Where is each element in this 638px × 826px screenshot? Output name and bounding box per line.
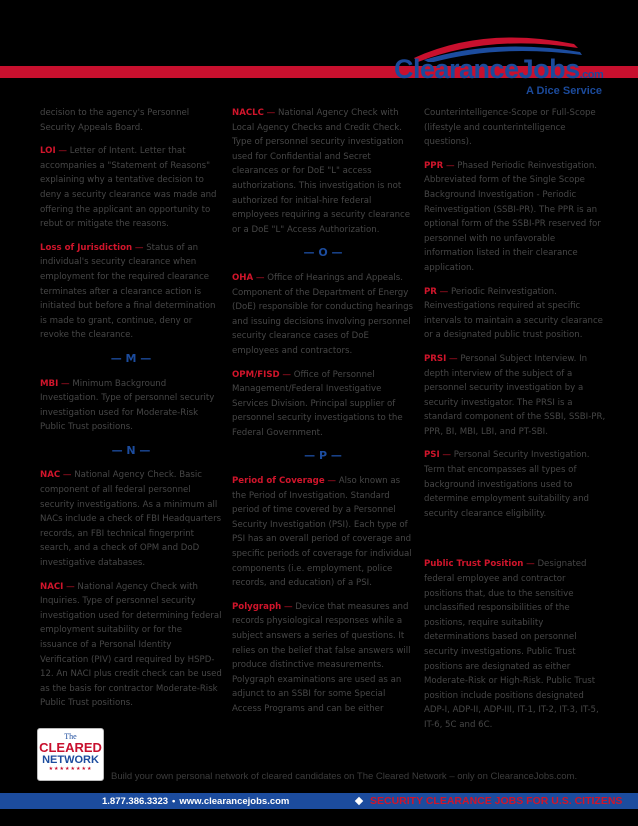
cleared-network-badge[interactable]	[37, 728, 104, 781]
glossary-column-2	[232, 106, 414, 726]
entry-mbi: MBI — Minimum Background Investigation. Type of personnel security investigation used for Moderate-Risk Public Trust positions.	[40, 378, 215, 433]
entry-loss-of-jurisdiction: Loss of Jurisdiction — Status of an individual's security clearance when employment for the required clearance terminates after a clearance action is initiated but before a final determination is made to grant, continue, deny or revoke the clearance.	[40, 242, 216, 341]
def-period-of-coverage: Also known as the Period of Investigation. Standard period of time covered by a Personnel Security Investigation (PSI). Each type of PSI has an overall period of coverage and specific periods of coverage for individual components (i.e. employment, police records, and education) of a PSI.	[232, 476, 412, 589]
def-ppr: Phased Periodic Reinvestigation. Abbreviated form of the Single Scope Background Investigation - Periodic Reinvestigation (SSBI-PR). The PPR is an optional form of the SSBI-PR reserved for personnel with no unfavorable information listed in their clearance application.	[424, 160, 601, 273]
section-heading-o: — O —	[303, 246, 343, 260]
term-nac: NAC	[40, 470, 61, 481]
footer-phone-number[interactable]: 1.877.386.3323	[102, 796, 169, 807]
term-oha: OHA	[232, 272, 254, 283]
section-heading-p: — P —	[304, 449, 342, 463]
entry-pr: PR — Periodic Reinvestigation. Reinvestigations required at specific intervals to maintain a security clearance or a designated public trust position.	[424, 286, 603, 341]
def-prsi: Personal Subject Interview. In depth interview of the subject of a personnel security investigation by a security investigator. The PRSI is a standard component of the SSBI, SSBI-PR, PPR, BI, MBI, LBI, and PT-SBI.	[424, 353, 606, 437]
entry-ppr: PPR — Phased Periodic Reinvestigation. Abbreviated form of the Single Scope Background Investigation - Periodic Reinvestigation (SSBI-PR). The PPR is an optional form of the SSBI-PR reserved for personnel with no unfavorable information listed in their clearance application.	[424, 160, 601, 273]
term-period-of-coverage: Period of Coverage	[232, 476, 325, 487]
term-polygraph: Polygraph	[232, 601, 282, 612]
footer-website-link[interactable]: www.clearancejobs.com	[179, 796, 290, 807]
entry-oha: OHA — Office of Hearings and Appeals. Component of the Department of Energy (DoE) responsible for conducting hearings and issuing decisions involving personnel security clearance cases of DoE employees and contractors.	[232, 272, 414, 356]
logo-wordmark: ClearanceJobs.com	[394, 54, 604, 84]
footer-slogan: SECURITY CLEARANCE JOBS FOR U.S. CITIZENS	[370, 795, 623, 807]
entry-prsi: PRSI — Personal Subject Interview. In depth interview of the subject of a personnel security investigation by a security investigator. The PRSI is a standard component of the SSBI, SSBI-PR, PPR, BI, MBI, LBI, and PT-SBI.	[424, 353, 606, 437]
badge-the: The	[64, 732, 77, 741]
def-loi: Letter of Intent. Letter that accompanies a "Statement of Reasons" explaining why a tentative decision to deny a security clearance was made and offering the applicant an opportunity to rebut or mitigate the reasons.	[40, 146, 217, 230]
entry-polygraph: Polygraph — Device that measures and records physiological responses while a subject answers a series of questions. It relies on the belief that false answers will produce distinctive measurements. Polygraph examinations are used as an adjunct to an SSBI for some Special Access Programs and can be either	[232, 601, 411, 714]
def-opm-fisd: Office of Personnel Management/Federal Investigative Services Division. Principal supplier of personnel security investigations to the Federal Government.	[232, 369, 403, 438]
logo-subtitle: A Dice Service	[525, 85, 602, 97]
def-oha: Office of Hearings and Appeals. Component of the Department of Energy (DoE) responsible for conducting hearings and issuing decisions involving personnel security clearance cases of DoE employees and contractors.	[232, 272, 414, 356]
entry-continuation: decision to the agency's Personnel Security Appeals Board.	[40, 108, 190, 133]
term-pr: PR	[424, 286, 437, 297]
def-polygraph: Device that measures and records physiological responses while a subject answers a series of questions. It relies on the belief that false answers will produce distinctive measurements. Polygraph examinations are used as an adjunct to an SSBI for some Special Access Programs and can be either	[232, 601, 411, 714]
def-naci: National Agency Check with Inquiries. Type of personnel security investigation used for determining federal employment suitability or for the issuance of a Personal Identity Verification (PIV) card required by HSPD-12. An NACI plus credit check can be used as the basis for contractor Moderate-Risk Public Trust positions.	[40, 581, 222, 709]
cleared-network-tagline: Build your own personal network of cleared candidates on The Cleared Network – only on ClearanceJobs.com.	[111, 771, 578, 782]
clearancejobs-logo[interactable]	[394, 32, 604, 100]
term-loi: LOI	[40, 146, 56, 157]
footer-contact	[102, 796, 289, 807]
term-mbi: MBI	[40, 378, 59, 389]
entry-nac: NAC — National Agency Check. Basic component of all federal personnel security investigations. As a minimum all NACs include a check of FBI Headquarters records, an FBI technical fingerprint search, and a check of OPM and DoD investigative databases.	[40, 470, 222, 569]
term-opm-fisd: OPM/FISD	[232, 369, 280, 380]
term-ppr: PPR	[424, 160, 444, 171]
entry-psi: PSI — Personal Security Investigation. Term that encompasses all types of background investigations used to determine employment suitability and security clearance eligibility.	[424, 450, 590, 519]
def-nac: National Agency Check. Basic component of all federal personnel security investigations. As a minimum all NACs include a check of FBI Headquarters records, an FBI technical fingerprint search, and a check of OPM and DoD investigative databases.	[40, 470, 222, 569]
def-pr: Periodic Reinvestigation. Reinvestigations required at specific intervals to maintain a security clearance or a designated public trust position.	[424, 286, 603, 341]
section-heading-m: — M —	[110, 351, 152, 365]
entry-continuation: Counterintelligence-Scope or Full-Scope (lifestyle and counterintelligence questions).	[424, 108, 596, 148]
entry-naclc: NACLC — National Agency Check with Local Agency Checks and Credit Check. Type of personnel security investigation used for Confidential and Secret clearances or for DoE "L" access authorizations. This investigation is not authorized for initial-hire federal employees requiring a security clearance or a DoE "L" Access Authorization.	[232, 108, 411, 235]
entry-public-trust-position: Public Trust Position — Designated federal employee and contractor positions that, due to the sensitive unclassified responsibilities of the positions, require suitability determinations based on personnel security investigations. Public Trust positions are designated as either Moderate-Risk or High-Risk. Public Trust position include positions designated ADP-I, ADP-II, ADP-III, IT-1, IT-2, IT-3, IT-5, IT-6, 5C and 6C.	[424, 559, 599, 730]
badge-cleared: CLEARED	[39, 740, 102, 755]
section-heading-n: — N —	[111, 443, 151, 457]
term-prsi: PRSI	[424, 353, 447, 364]
def-mbi: Minimum Background Investigation. Type of personnel security investigation used for Moderate-Risk Public Trust positions.	[40, 378, 215, 433]
term-naci: NACI	[40, 581, 64, 592]
glossary-column-1	[40, 106, 222, 720]
entry-period-of-coverage: Period of Coverage — Also known as the Period of Investigation. Standard period of time covered by a Personnel Security Investigation (PSI). Each type of PSI has an overall period of coverage and specific periods of coverage for individual components (i.e. employment, police records, and education) of a PSI.	[232, 476, 412, 589]
entry-loi: LOI — Letter of Intent. Letter that accompanies a "Statement of Reasons" explaining why a tentative decision to deny a security clearance was made and offering the applicant an opportunity to rebut or mitigate the reasons.	[40, 146, 217, 230]
term-psi: PSI	[424, 450, 440, 461]
badge-stars-icon: ★★★★★★★★	[48, 766, 93, 772]
term-public-trust-position: Public Trust Position	[424, 559, 524, 570]
def-naclc: National Agency Check with Local Agency Checks and Credit Check. Type of personnel security investigation used for Confidential and Secret clearances or for DoE "L" access authorizations. This investigation is not authorized for initial-hire federal employees requiring a security clearance or a DoE "L" Access Authorization.	[232, 108, 411, 235]
entry-opm-fisd: OPM/FISD — Office of Personnel Management/Federal Investigative Services Division. Principal supplier of personnel security investigations to the Federal Government.	[232, 369, 403, 438]
def-psi: Personal Security Investigation. Term that encompasses all types of background investigations used to determine employment suitability and security clearance eligibility.	[424, 450, 590, 519]
term-naclc: NACLC	[232, 108, 264, 118]
footer-separator: •	[172, 796, 176, 807]
def-public-trust-position: Designated federal employee and contractor positions that, due to the sensitive unclassified responsibilities of the positions, require suitability determinations based on personnel security investigations. Public Trust positions are designated as either Moderate-Risk or High-Risk. Public Trust position include positions designated ADP-I, ADP-II, ADP-III, IT-1, IT-2, IT-3, IT-5, IT-6, 5C and 6C.	[424, 559, 599, 730]
term-loss-of-jurisdiction: Loss of Jurisdiction	[40, 242, 133, 253]
glossary-column-3	[424, 106, 606, 742]
entry-naci: NACI — National Agency Check with Inquiries. Type of personnel security investigation used for determining federal employment suitability or for the issuance of a Personal Identity Verification (PIV) card required by HSPD-12. An NACI plus credit check can be used as the basis for contractor Moderate-Risk Public Trust positions.	[40, 581, 222, 709]
def-loss-of-jurisdiction: Status of an individual's security clearance when employment for the required clearance terminates after a clearance action is initiated but before a final determination is made to grant, continue, deny or revoke the clearance.	[40, 242, 216, 341]
badge-network: NETWORK	[42, 754, 99, 766]
